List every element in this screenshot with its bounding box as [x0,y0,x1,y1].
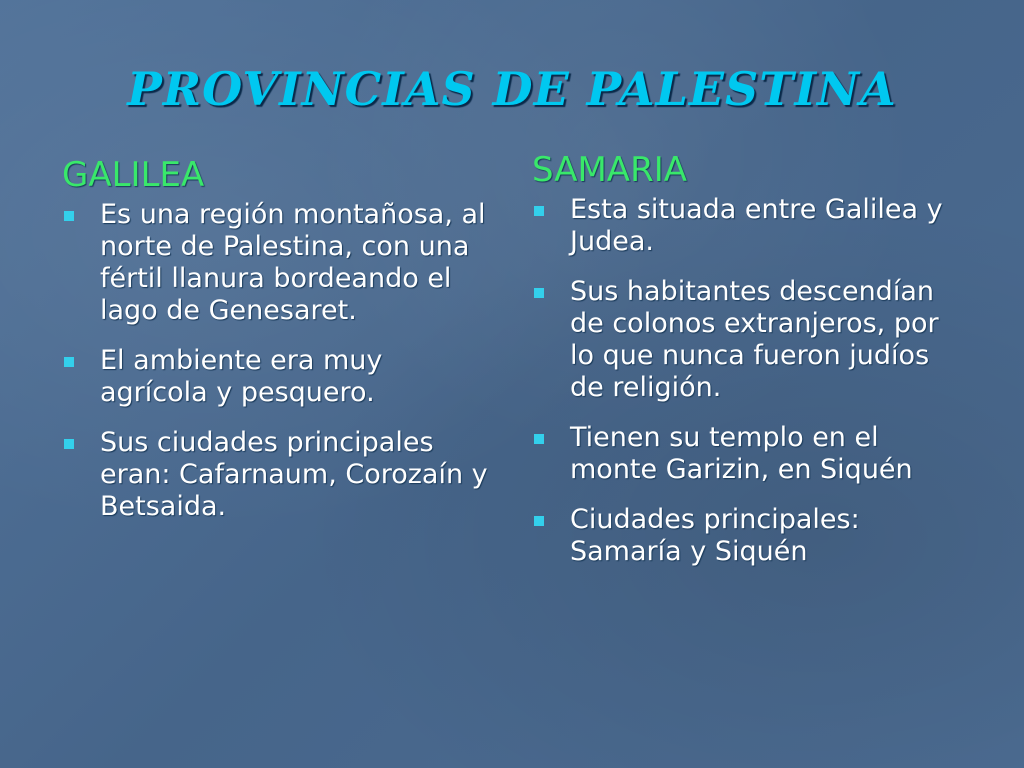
bullet-text: Tienen su templo en el monte Garizin, en Siquén [570,422,913,485]
bullet-text: Sus ciudades principales eran: Cafarnaum, Corozaín y Betsaida. [100,427,488,522]
slide-title: PROVINCIAS DE PALESTINA [127,62,897,116]
list-item [60,199,490,327]
square-bullet-icon [534,288,544,298]
bullet-text: El ambiente era muy agrícola y pesquero. [100,345,383,408]
samaria-heading: SAMARIA [532,150,687,190]
square-bullet-icon [64,439,74,449]
list-item [530,422,970,486]
galilea-column [60,155,490,541]
square-bullet-icon [534,434,544,444]
list-item [60,427,490,523]
list-item [60,345,490,409]
list-item [530,504,970,568]
bullet-text: Esta situada entre Galilea y Judea. [570,194,943,257]
list-item [530,194,970,258]
galilea-heading: GALILEA [62,155,205,195]
list-item [530,276,970,404]
bullet-text: Sus habitantes descendían de colonos extranjeros, por lo que nunca fueron judíos de religión. [570,276,939,403]
square-bullet-icon [64,211,74,221]
samaria-column [530,150,970,586]
square-bullet-icon [534,516,544,526]
square-bullet-icon [534,206,544,216]
bullet-text: Es una región montañosa, al norte de Palestina, con una fértil llanura bordeando el lago de Genesaret. [100,199,486,326]
galilea-bullet-list [60,199,490,523]
square-bullet-icon [64,357,74,367]
bullet-text: Ciudades principales: Samaría y Siquén [570,504,860,567]
samaria-bullet-list [530,194,970,568]
